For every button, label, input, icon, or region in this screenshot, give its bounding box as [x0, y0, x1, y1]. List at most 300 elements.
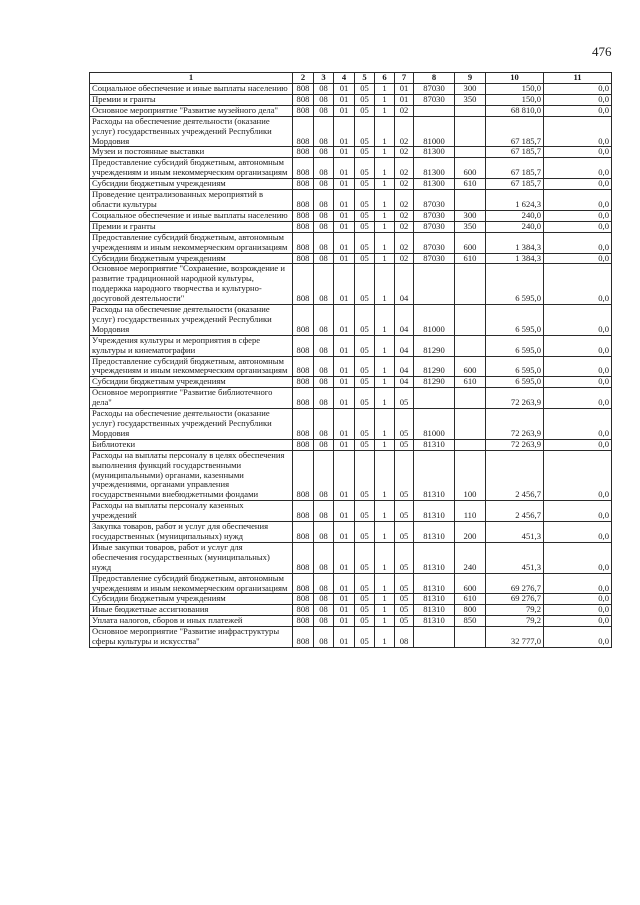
subsection-code-cell: 01 — [334, 105, 355, 116]
expense-type-cell: 300 — [455, 210, 486, 221]
activity-code-cell: 02 — [395, 116, 414, 147]
expense-type-cell: 600 — [455, 356, 486, 377]
subprogram-code-cell: 1 — [375, 573, 395, 594]
activity-code-cell: 05 — [395, 450, 414, 501]
amount-second-cell: 0,0 — [544, 377, 612, 388]
target-article-cell: 81310 — [414, 542, 455, 573]
expense-type-cell — [455, 305, 486, 336]
amount-second-cell: 0,0 — [544, 450, 612, 501]
expense-type-cell: 610 — [455, 594, 486, 605]
ministry-code-cell: 808 — [293, 179, 314, 190]
expense-type-cell: 600 — [455, 573, 486, 594]
expense-type-cell: 240 — [455, 542, 486, 573]
amount-second-cell: 0,0 — [544, 179, 612, 190]
subprogram-code-cell: 1 — [375, 501, 395, 522]
amount-second-cell: 0,0 — [544, 190, 612, 211]
subsection-code-cell: 01 — [334, 264, 355, 305]
ministry-code-cell: 808 — [293, 388, 314, 409]
subprogram-code-cell: 1 — [375, 190, 395, 211]
program-code-cell: 05 — [355, 388, 375, 409]
amount-cell: 32 777,0 — [486, 627, 544, 648]
section-code-cell: 08 — [314, 356, 334, 377]
expense-type-cell — [455, 388, 486, 409]
activity-code-cell: 05 — [395, 542, 414, 573]
section-code-cell: 08 — [314, 221, 334, 232]
expense-type-cell: 100 — [455, 450, 486, 501]
table-row — [90, 388, 612, 409]
subsection-code-cell: 01 — [334, 409, 355, 440]
amount-second-cell: 0,0 — [544, 439, 612, 450]
target-article-cell: 81000 — [414, 305, 455, 336]
table-row — [90, 522, 612, 543]
subsection-code-cell: 01 — [334, 210, 355, 221]
ministry-code-cell: 808 — [293, 627, 314, 648]
amount-cell: 79,2 — [486, 605, 544, 616]
subprogram-code-cell: 1 — [375, 616, 395, 627]
expense-type-cell — [455, 264, 486, 305]
row-name-cell: Субсидии бюджетным учреждениям — [90, 377, 293, 388]
table-row — [90, 264, 612, 305]
row-name-cell: Премии и гранты — [90, 221, 293, 232]
budget-table — [89, 72, 612, 648]
expense-type-cell: 610 — [455, 179, 486, 190]
row-name-cell: Закупка товаров, работ и услуг для обеспечения государственных (муниципальных) нужд — [90, 522, 293, 543]
table-body — [90, 84, 612, 648]
program-code-cell: 05 — [355, 501, 375, 522]
subsection-code-cell: 01 — [334, 388, 355, 409]
section-code-cell: 08 — [314, 158, 334, 179]
amount-cell: 6 595,0 — [486, 356, 544, 377]
subprogram-code-cell: 1 — [375, 232, 395, 253]
table-row — [90, 84, 612, 95]
section-code-cell: 08 — [314, 210, 334, 221]
amount-cell: 79,2 — [486, 616, 544, 627]
amount-cell: 69 276,7 — [486, 573, 544, 594]
subsection-code-cell: 01 — [334, 522, 355, 543]
subprogram-code-cell: 1 — [375, 409, 395, 440]
program-code-cell: 05 — [355, 221, 375, 232]
target-article-cell — [414, 388, 455, 409]
amount-second-cell: 0,0 — [544, 627, 612, 648]
subsection-code-cell: 01 — [334, 501, 355, 522]
subprogram-code-cell: 1 — [375, 335, 395, 356]
subsection-code-cell: 01 — [334, 377, 355, 388]
activity-code-cell: 05 — [395, 388, 414, 409]
table-row — [90, 335, 612, 356]
row-name-cell: Субсидии бюджетным учреждениям — [90, 253, 293, 264]
row-name-cell: Субсидии бюджетным учреждениям — [90, 179, 293, 190]
ministry-code-cell: 808 — [293, 210, 314, 221]
ministry-code-cell: 808 — [293, 84, 314, 95]
expense-type-cell — [455, 147, 486, 158]
table-row — [90, 221, 612, 232]
program-code-cell: 05 — [355, 210, 375, 221]
program-code-cell: 05 — [355, 377, 375, 388]
subsection-code-cell: 01 — [334, 179, 355, 190]
program-code-cell: 05 — [355, 116, 375, 147]
target-article-cell: 81300 — [414, 158, 455, 179]
target-article-cell: 81310 — [414, 605, 455, 616]
subprogram-code-cell: 1 — [375, 221, 395, 232]
section-code-cell: 08 — [314, 627, 334, 648]
program-code-cell: 05 — [355, 522, 375, 543]
ministry-code-cell: 808 — [293, 105, 314, 116]
row-name-cell: Расходы на обеспечение деятельности (оказание услуг) государственных учреждений Республики Мордовия — [90, 409, 293, 440]
table-row — [90, 616, 612, 627]
section-code-cell: 08 — [314, 439, 334, 450]
subsection-code-cell: 01 — [334, 190, 355, 211]
ministry-code-cell: 808 — [293, 305, 314, 336]
program-code-cell: 05 — [355, 573, 375, 594]
table-row — [90, 573, 612, 594]
ministry-code-cell: 808 — [293, 253, 314, 264]
table-row — [90, 105, 612, 116]
target-article-cell: 81310 — [414, 439, 455, 450]
amount-cell: 72 263,9 — [486, 388, 544, 409]
amount-cell: 6 595,0 — [486, 335, 544, 356]
subsection-code-cell: 01 — [334, 84, 355, 95]
row-name-cell: Основное мероприятие "Развитие музейного дела" — [90, 105, 293, 116]
activity-code-cell: 04 — [395, 264, 414, 305]
subprogram-code-cell: 1 — [375, 605, 395, 616]
subsection-code-cell: 01 — [334, 253, 355, 264]
subprogram-code-cell: 1 — [375, 94, 395, 105]
row-name-cell: Расходы на обеспечение деятельности (оказание услуг) государственных учреждений Республики Мордовия — [90, 116, 293, 147]
program-code-cell: 05 — [355, 147, 375, 158]
target-article-cell — [414, 105, 455, 116]
subprogram-code-cell: 1 — [375, 388, 395, 409]
expense-type-cell — [455, 439, 486, 450]
subsection-code-cell: 01 — [334, 542, 355, 573]
section-code-cell: 08 — [314, 501, 334, 522]
row-name-cell: Учреждения культуры и мероприятия в сфере культуры и кинематографии — [90, 335, 293, 356]
row-name-cell: Расходы на выплаты персоналу казенных учреждений — [90, 501, 293, 522]
amount-second-cell: 0,0 — [544, 305, 612, 336]
program-code-cell: 05 — [355, 356, 375, 377]
subsection-code-cell: 01 — [334, 356, 355, 377]
program-code-cell: 05 — [355, 232, 375, 253]
section-code-cell: 08 — [314, 388, 334, 409]
amount-second-cell: 0,0 — [544, 356, 612, 377]
program-code-cell: 05 — [355, 179, 375, 190]
row-name-cell: Уплата налогов, сборов и иных платежей — [90, 616, 293, 627]
section-code-cell: 08 — [314, 542, 334, 573]
subsection-code-cell: 01 — [334, 147, 355, 158]
expense-type-cell: 800 — [455, 605, 486, 616]
subprogram-code-cell: 1 — [375, 179, 395, 190]
table-row — [90, 190, 612, 211]
subsection-code-cell: 01 — [334, 439, 355, 450]
amount-cell: 6 595,0 — [486, 305, 544, 336]
column-header: 7 — [395, 73, 414, 84]
program-code-cell: 05 — [355, 253, 375, 264]
activity-code-cell: 02 — [395, 221, 414, 232]
amount-second-cell: 0,0 — [544, 573, 612, 594]
ministry-code-cell: 808 — [293, 501, 314, 522]
expense-type-cell — [455, 190, 486, 211]
expense-type-cell: 610 — [455, 377, 486, 388]
table-row — [90, 116, 612, 147]
expense-type-cell — [455, 409, 486, 440]
program-code-cell: 05 — [355, 94, 375, 105]
section-code-cell: 08 — [314, 179, 334, 190]
row-name-cell: Предоставление субсидий бюджетным, автономным учреждениям и иным некоммерческим организациям — [90, 232, 293, 253]
section-code-cell: 08 — [314, 605, 334, 616]
amount-second-cell: 0,0 — [544, 388, 612, 409]
section-code-cell: 08 — [314, 522, 334, 543]
expense-type-cell: 610 — [455, 253, 486, 264]
program-code-cell: 05 — [355, 409, 375, 440]
program-code-cell: 05 — [355, 190, 375, 211]
program-code-cell: 05 — [355, 627, 375, 648]
subsection-code-cell: 01 — [334, 594, 355, 605]
activity-code-cell: 02 — [395, 158, 414, 179]
subsection-code-cell: 01 — [334, 305, 355, 336]
subsection-code-cell: 01 — [334, 616, 355, 627]
activity-code-cell: 02 — [395, 179, 414, 190]
subprogram-code-cell: 1 — [375, 377, 395, 388]
target-article-cell: 81310 — [414, 594, 455, 605]
ministry-code-cell: 808 — [293, 190, 314, 211]
program-code-cell: 05 — [355, 158, 375, 179]
table-row — [90, 232, 612, 253]
amount-cell: 6 595,0 — [486, 377, 544, 388]
row-name-cell: Предоставление субсидий бюджетным, автономным учреждениям и иным некоммерческим организациям — [90, 356, 293, 377]
table-row — [90, 594, 612, 605]
amount-cell: 68 810,0 — [486, 105, 544, 116]
expense-type-cell: 350 — [455, 221, 486, 232]
amount-second-cell: 0,0 — [544, 594, 612, 605]
subsection-code-cell: 01 — [334, 450, 355, 501]
section-code-cell: 08 — [314, 305, 334, 336]
table-row — [90, 450, 612, 501]
target-article-cell: 87030 — [414, 253, 455, 264]
row-name-cell: Предоставление субсидий бюджетным, автономным учреждениям и иным некоммерческим организациям — [90, 573, 293, 594]
section-code-cell: 08 — [314, 116, 334, 147]
amount-second-cell: 0,0 — [544, 253, 612, 264]
amount-cell: 240,0 — [486, 221, 544, 232]
amount-second-cell: 0,0 — [544, 605, 612, 616]
amount-cell: 67 185,7 — [486, 179, 544, 190]
amount-cell: 1 384,3 — [486, 232, 544, 253]
amount-cell: 72 263,9 — [486, 409, 544, 440]
amount-second-cell: 0,0 — [544, 232, 612, 253]
program-code-cell: 05 — [355, 594, 375, 605]
table-row — [90, 147, 612, 158]
program-code-cell: 05 — [355, 616, 375, 627]
program-code-cell: 05 — [355, 439, 375, 450]
activity-code-cell: 02 — [395, 105, 414, 116]
amount-second-cell: 0,0 — [544, 210, 612, 221]
amount-cell: 451,3 — [486, 542, 544, 573]
activity-code-cell: 05 — [395, 439, 414, 450]
section-code-cell: 08 — [314, 253, 334, 264]
expense-type-cell — [455, 105, 486, 116]
activity-code-cell: 04 — [395, 305, 414, 336]
row-name-cell: Основное мероприятие "Развитие инфраструктуры сферы культуры и искусства" — [90, 627, 293, 648]
table-row — [90, 605, 612, 616]
target-article-cell: 87030 — [414, 94, 455, 105]
target-article-cell: 87030 — [414, 221, 455, 232]
activity-code-cell: 08 — [395, 627, 414, 648]
subsection-code-cell: 01 — [334, 232, 355, 253]
target-article-cell: 81000 — [414, 116, 455, 147]
amount-second-cell: 0,0 — [544, 105, 612, 116]
activity-code-cell: 05 — [395, 594, 414, 605]
table-row — [90, 158, 612, 179]
subprogram-code-cell: 1 — [375, 450, 395, 501]
target-article-cell: 87030 — [414, 190, 455, 211]
ministry-code-cell: 808 — [293, 616, 314, 627]
section-code-cell: 08 — [314, 594, 334, 605]
table-row — [90, 210, 612, 221]
column-header: 4 — [334, 73, 355, 84]
ministry-code-cell: 808 — [293, 232, 314, 253]
target-article-cell: 81310 — [414, 616, 455, 627]
section-code-cell: 08 — [314, 147, 334, 158]
table-row — [90, 305, 612, 336]
ministry-code-cell: 808 — [293, 605, 314, 616]
amount-second-cell: 0,0 — [544, 409, 612, 440]
target-article-cell: 81310 — [414, 501, 455, 522]
subprogram-code-cell: 1 — [375, 356, 395, 377]
column-header: 11 — [544, 73, 612, 84]
activity-code-cell: 04 — [395, 377, 414, 388]
activity-code-cell: 05 — [395, 616, 414, 627]
ministry-code-cell: 808 — [293, 522, 314, 543]
amount-cell: 1 624,3 — [486, 190, 544, 211]
subprogram-code-cell: 1 — [375, 116, 395, 147]
section-code-cell: 08 — [314, 84, 334, 95]
activity-code-cell: 05 — [395, 605, 414, 616]
subprogram-code-cell: 1 — [375, 84, 395, 95]
table-row — [90, 94, 612, 105]
ministry-code-cell: 808 — [293, 116, 314, 147]
row-name-cell: Премии и гранты — [90, 94, 293, 105]
subprogram-code-cell: 1 — [375, 627, 395, 648]
amount-cell: 69 276,7 — [486, 594, 544, 605]
table-row — [90, 409, 612, 440]
row-name-cell: Музеи и постоянные выставки — [90, 147, 293, 158]
row-name-cell: Основное мероприятие "Сохранение, возрождение и развитие традиционной народной культуры, поддержка народного творчества и культурно-досуговой деятельности" — [90, 264, 293, 305]
column-header: 2 — [293, 73, 314, 84]
amount-second-cell: 0,0 — [544, 542, 612, 573]
ministry-code-cell: 808 — [293, 439, 314, 450]
subsection-code-cell: 01 — [334, 94, 355, 105]
section-code-cell: 08 — [314, 335, 334, 356]
program-code-cell: 05 — [355, 605, 375, 616]
ministry-code-cell: 808 — [293, 158, 314, 179]
amount-cell: 451,3 — [486, 522, 544, 543]
activity-code-cell: 05 — [395, 501, 414, 522]
target-article-cell: 81290 — [414, 335, 455, 356]
activity-code-cell: 05 — [395, 573, 414, 594]
expense-type-cell: 300 — [455, 84, 486, 95]
amount-second-cell: 0,0 — [544, 84, 612, 95]
activity-code-cell: 05 — [395, 409, 414, 440]
expense-type-cell: 600 — [455, 158, 486, 179]
ministry-code-cell: 808 — [293, 94, 314, 105]
column-header: 6 — [375, 73, 395, 84]
target-article-cell: 81310 — [414, 450, 455, 501]
activity-code-cell: 02 — [395, 210, 414, 221]
row-name-cell: Иные закупки товаров, работ и услуг для обеспечения государственных (муниципальных) нужд — [90, 542, 293, 573]
expense-type-cell: 110 — [455, 501, 486, 522]
subsection-code-cell: 01 — [334, 221, 355, 232]
subprogram-code-cell: 1 — [375, 105, 395, 116]
subsection-code-cell: 01 — [334, 116, 355, 147]
section-code-cell: 08 — [314, 105, 334, 116]
target-article-cell: 81000 — [414, 409, 455, 440]
ministry-code-cell: 808 — [293, 450, 314, 501]
program-code-cell: 05 — [355, 105, 375, 116]
amount-cell: 150,0 — [486, 94, 544, 105]
table-row — [90, 253, 612, 264]
row-name-cell: Расходы на обеспечение деятельности (оказание услуг) государственных учреждений Республики Мордовия — [90, 305, 293, 336]
subsection-code-cell: 01 — [334, 335, 355, 356]
program-code-cell: 05 — [355, 305, 375, 336]
ministry-code-cell: 808 — [293, 264, 314, 305]
column-header: 5 — [355, 73, 375, 84]
ministry-code-cell: 808 — [293, 221, 314, 232]
program-code-cell: 05 — [355, 335, 375, 356]
expense-type-cell: 850 — [455, 616, 486, 627]
ministry-code-cell: 808 — [293, 409, 314, 440]
activity-code-cell: 04 — [395, 335, 414, 356]
amount-cell: 240,0 — [486, 210, 544, 221]
subprogram-code-cell: 1 — [375, 305, 395, 336]
section-code-cell: 08 — [314, 94, 334, 105]
table-row — [90, 439, 612, 450]
activity-code-cell: 02 — [395, 253, 414, 264]
section-code-cell: 08 — [314, 264, 334, 305]
ministry-code-cell: 808 — [293, 335, 314, 356]
table-row — [90, 627, 612, 648]
ministry-code-cell: 808 — [293, 542, 314, 573]
ministry-code-cell: 808 — [293, 573, 314, 594]
subprogram-code-cell: 1 — [375, 522, 395, 543]
activity-code-cell: 02 — [395, 232, 414, 253]
expense-type-cell: 200 — [455, 522, 486, 543]
amount-second-cell: 0,0 — [544, 94, 612, 105]
column-header: 10 — [486, 73, 544, 84]
amount-cell: 150,0 — [486, 84, 544, 95]
page-number: 476 — [592, 44, 612, 59]
amount-cell: 67 185,7 — [486, 147, 544, 158]
activity-code-cell: 02 — [395, 190, 414, 211]
row-name-cell: Иные бюджетные ассигнования — [90, 605, 293, 616]
column-header: 1 — [90, 73, 293, 84]
section-code-cell: 08 — [314, 232, 334, 253]
subprogram-code-cell: 1 — [375, 253, 395, 264]
target-article-cell: 81310 — [414, 522, 455, 543]
target-article-cell: 81300 — [414, 147, 455, 158]
row-name-cell: Социальное обеспечение и иные выплаты населению — [90, 210, 293, 221]
amount-second-cell: 0,0 — [544, 158, 612, 179]
header-row — [90, 73, 612, 84]
target-article-cell: 87030 — [414, 210, 455, 221]
amount-cell: 2 456,7 — [486, 501, 544, 522]
target-article-cell: 81300 — [414, 179, 455, 190]
subprogram-code-cell: 1 — [375, 147, 395, 158]
program-code-cell: 05 — [355, 450, 375, 501]
subprogram-code-cell: 1 — [375, 158, 395, 179]
amount-second-cell: 0,0 — [544, 221, 612, 232]
subprogram-code-cell: 1 — [375, 594, 395, 605]
target-article-cell: 81310 — [414, 573, 455, 594]
table-row — [90, 542, 612, 573]
activity-code-cell: 04 — [395, 356, 414, 377]
